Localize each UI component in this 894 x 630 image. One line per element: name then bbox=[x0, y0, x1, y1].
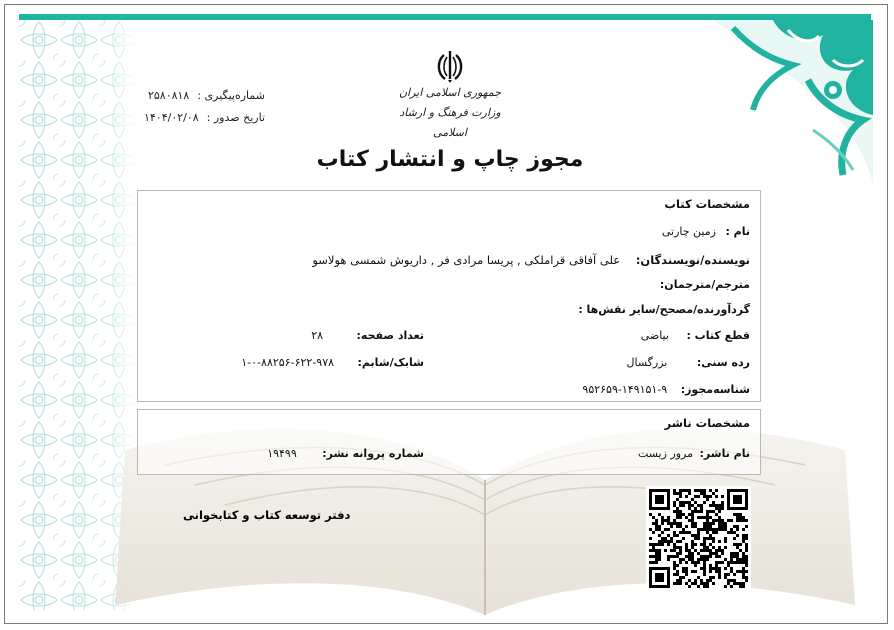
translator-field bbox=[660, 278, 750, 291]
authors-value: علی آفاقی قراملکی , پریسا مرادی فر , داریوش شمسی هولاسو bbox=[312, 253, 621, 267]
permit-id-label: شناسه‌مجوز: bbox=[680, 383, 750, 396]
book-section-title: مشخصات کتاب bbox=[664, 197, 750, 211]
tracking-number-value: ۲۵۸۰۸۱۸ bbox=[147, 89, 190, 102]
age-label: رده سنی: bbox=[696, 356, 750, 369]
age-field bbox=[627, 356, 750, 369]
age-value: بزرگسال bbox=[626, 356, 668, 369]
pages-field bbox=[311, 329, 424, 342]
format-label: قطع کتاب : bbox=[686, 329, 750, 342]
isbn-field bbox=[241, 356, 424, 369]
translator-label: مترجم/مترجمان: bbox=[659, 278, 750, 291]
issue-info bbox=[117, 85, 265, 129]
publisher-license-value: ۱۹۴۹۹ bbox=[267, 447, 297, 460]
permit-id-value: ۹-۱۴۹۱۵۱-۹۵۲۶۵۹ bbox=[582, 383, 668, 396]
government-name: جمهوری اسلامی ایران bbox=[398, 86, 502, 99]
issue-date-value: ۱۴۰۴/۰۲/۰۸ bbox=[143, 111, 199, 124]
government-header bbox=[390, 49, 510, 143]
format-field bbox=[641, 329, 750, 342]
book-name-field bbox=[662, 225, 750, 238]
qr-code-icon[interactable] bbox=[646, 486, 751, 588]
issue-date-label: تاریخ صدور : bbox=[206, 111, 265, 124]
publisher-specs-box bbox=[137, 409, 761, 475]
iran-emblem-icon bbox=[432, 49, 468, 83]
issue-date-row bbox=[117, 107, 265, 129]
permit-id-field bbox=[582, 383, 750, 396]
compiler-field bbox=[578, 303, 750, 316]
publisher-license-label: شماره پروانه نشر: bbox=[322, 447, 424, 460]
page-title: مجوز چاپ و انتشار کتاب bbox=[316, 147, 584, 172]
format-value: بیاضی bbox=[640, 329, 669, 342]
isbn-label: شابک/شابم: bbox=[357, 356, 424, 369]
corner-ornament bbox=[713, 20, 873, 185]
publisher-name-field bbox=[638, 447, 750, 460]
pages-value: ۲۸ bbox=[311, 329, 324, 342]
pages-label: تعداد صفحه: bbox=[356, 329, 424, 342]
book-specs-box bbox=[137, 190, 761, 402]
publisher-section-title: مشخصات ناشر bbox=[664, 416, 750, 430]
ministry-name: وزارت فرهنگ و ارشاد اسلامی bbox=[399, 106, 501, 139]
authors-label: نویسنده/نویسندگان: bbox=[635, 253, 750, 267]
certificate-page bbox=[4, 4, 888, 624]
tracking-number-row bbox=[117, 85, 265, 107]
compiler-label: گردآورنده/مصحح/سایر نقش‌ها : bbox=[578, 303, 750, 316]
issuing-office: دفتر توسعه کتاب و کتابخوانی bbox=[183, 508, 351, 522]
authors-field bbox=[312, 253, 750, 267]
isbn-value: ۹۷۸-۶۲۲-۸۸۲۵۶-۰-۱ bbox=[241, 356, 335, 369]
publisher-license-field bbox=[267, 447, 424, 460]
book-name-label: نام : bbox=[725, 225, 750, 238]
book-name-value: زمین چارتی bbox=[661, 225, 716, 238]
tracking-number-label: شماره‌پیگیری : bbox=[197, 89, 265, 102]
publisher-name-label: نام ناشر: bbox=[699, 447, 750, 460]
publisher-name-value: مرور زیست bbox=[637, 447, 694, 460]
